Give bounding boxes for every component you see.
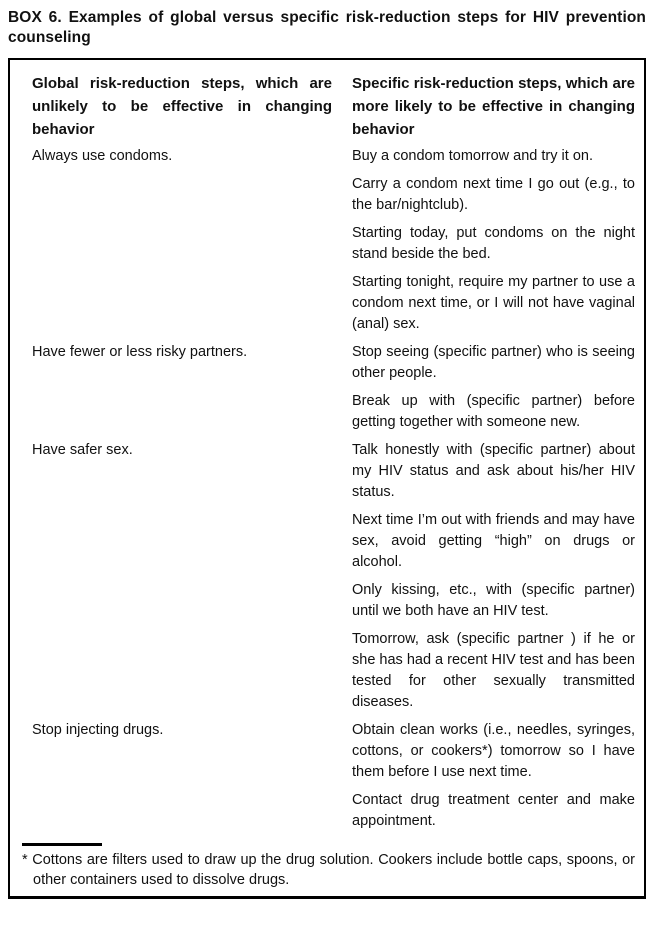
global-column-header: Global risk-reduction steps, which are unlikely to be effective in changing behavior — [32, 75, 332, 138]
global-step-cell: Have fewer or less risky partners. — [32, 344, 248, 360]
specific-step-item: Next time I’m out with friends and may have sex, avoid getting “high” on drugs or alcohol. — [352, 512, 635, 570]
specific-step-item: Talk honestly with (specific partner) about my HIV status and ask about his/her HIV status. — [352, 442, 635, 500]
specific-step-item: Only kissing, etc., with (specific partner) until we both have an HIV test. — [352, 582, 635, 619]
box-title: BOX 6. Examples of global versus specific risk-reduction steps for HIV prevention counseling — [8, 9, 646, 46]
global-step-cell: Stop injecting drugs. — [32, 722, 164, 738]
specific-step-item: Starting today, put condoms on the night stand beside the bed. — [352, 225, 635, 262]
specific-steps-cell — [352, 342, 635, 440]
specific-step-item: Contact drug treatment center and make appointment. — [352, 792, 635, 829]
risk-reduction-box — [8, 58, 646, 899]
global-step-cell: Always use condoms. — [32, 148, 173, 164]
specific-steps-cell — [352, 440, 635, 720]
footnote-text: * Cottons are filters used to draw up the drug solution. Cookers include bottle caps, spoons, or other containers used to dissolve drugs. — [22, 852, 635, 888]
footnote-separator — [22, 843, 102, 846]
specific-step-item: Buy a condom tomorrow and try it on. — [352, 148, 593, 164]
global-step-cell: Have safer sex. — [32, 442, 133, 458]
specific-column-header: Specific risk-reduction steps, which are more likely to be effective in changing behavior — [352, 75, 635, 138]
specific-step-item: Starting tonight, require my partner to use a condom next time, or I will not have vaginal (anal) sex. — [352, 274, 635, 332]
risk-reduction-table — [32, 72, 635, 839]
specific-step-item: Stop seeing (specific partner) who is seeing other people. — [352, 344, 635, 381]
specific-step-item: Obtain clean works (i.e., needles, syringes, cottons, or cookers*) tomorrow so I have them before I use next time. — [352, 722, 635, 780]
specific-steps-cell — [352, 146, 635, 342]
specific-step-item: Tomorrow, ask (specific partner ) if he or she has had a recent HIV test and has been tested for other sexually transmitted diseases. — [352, 631, 635, 710]
specific-step-item: Carry a condom next time I go out (e.g., to the bar/nightclub). — [352, 176, 635, 213]
specific-step-item: Break up with (specific partner) before getting together with someone new. — [352, 393, 635, 430]
specific-steps-cell — [352, 720, 635, 839]
